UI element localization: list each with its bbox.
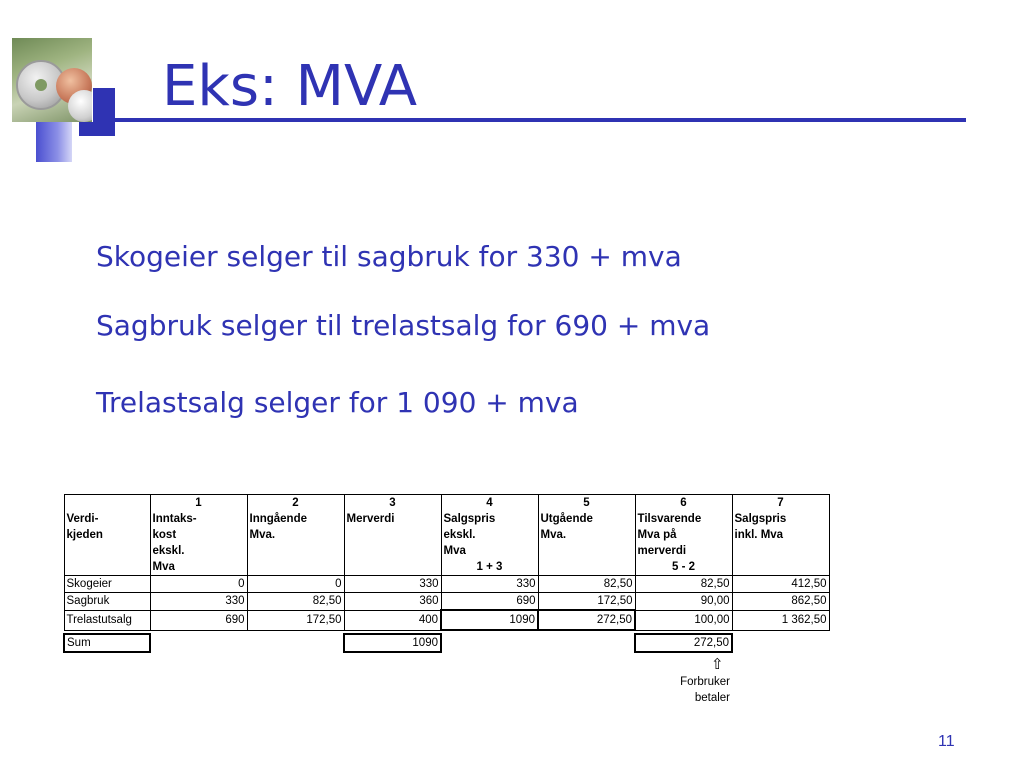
cell-value: 100,00 bbox=[635, 610, 732, 630]
header-text: Inngående bbox=[247, 511, 344, 527]
row-label: Trelastutsalg bbox=[64, 610, 150, 630]
cell-value: 690 bbox=[441, 593, 538, 611]
cell-value: 412,50 bbox=[732, 576, 829, 593]
cell-value: 82,50 bbox=[247, 593, 344, 611]
bullet-3: Trelastsalg selger for 1 090 + mva bbox=[96, 386, 579, 419]
cell-value: 82,50 bbox=[538, 576, 635, 593]
cell-value: 272,50 bbox=[538, 610, 635, 630]
header-text bbox=[538, 559, 635, 576]
header-text: Tilsvarende bbox=[635, 511, 732, 527]
up-arrow-icon: ⇧ bbox=[711, 655, 724, 673]
cell-value: 360 bbox=[344, 593, 441, 611]
header-text: Mva. bbox=[538, 527, 635, 543]
empty-cell bbox=[441, 634, 538, 652]
header-text bbox=[732, 559, 829, 576]
coins-photo bbox=[12, 38, 92, 122]
cell-value: 172,50 bbox=[247, 610, 344, 630]
header-text: Utgående bbox=[538, 511, 635, 527]
header-row bbox=[64, 527, 829, 543]
cell-value: 330 bbox=[441, 576, 538, 593]
header-text: kjeden bbox=[64, 527, 150, 543]
cell-value: 690 bbox=[150, 610, 247, 630]
table-row-sum bbox=[64, 634, 829, 652]
consumer-note bbox=[660, 674, 730, 706]
header-text: 5 - 2 bbox=[635, 559, 732, 576]
header-text bbox=[344, 559, 441, 576]
header-text bbox=[247, 559, 344, 576]
header-text: Mva bbox=[150, 559, 247, 576]
decor-square-blue bbox=[79, 122, 115, 136]
header-text: Salgspris bbox=[732, 511, 829, 527]
header-row bbox=[64, 559, 829, 576]
header-text bbox=[64, 559, 150, 576]
sum-label: Sum bbox=[64, 634, 150, 652]
decor-square-light bbox=[36, 122, 72, 162]
header-text: Mva på bbox=[635, 527, 732, 543]
header-text bbox=[538, 543, 635, 559]
header-cell bbox=[64, 495, 150, 512]
table-row-skogeier bbox=[64, 576, 829, 593]
col-number: 4 bbox=[441, 495, 538, 512]
col-number: 7 bbox=[732, 495, 829, 512]
cell-value: 330 bbox=[150, 593, 247, 611]
col-number: 6 bbox=[635, 495, 732, 512]
sum-merverdi: 1090 bbox=[344, 634, 441, 652]
cell-value: 400 bbox=[344, 610, 441, 630]
col-number: 3 bbox=[344, 495, 441, 512]
header-text bbox=[247, 543, 344, 559]
cell-value: 1090 bbox=[441, 610, 538, 630]
header-row bbox=[64, 543, 829, 559]
cell-value: 90,00 bbox=[635, 593, 732, 611]
header-text: Inntaks- bbox=[150, 511, 247, 527]
header-text: inkl. Mva bbox=[732, 527, 829, 543]
mva-table bbox=[63, 494, 830, 653]
header-text: Mva bbox=[441, 543, 538, 559]
header-row bbox=[64, 511, 829, 527]
header-text: ekskl. bbox=[441, 527, 538, 543]
header-text bbox=[344, 543, 441, 559]
header-text: merverdi bbox=[635, 543, 732, 559]
cell-value: 172,50 bbox=[538, 593, 635, 611]
header-text: Mva. bbox=[247, 527, 344, 543]
cell-value: 862,50 bbox=[732, 593, 829, 611]
header-text: kost bbox=[150, 527, 247, 543]
header-text: Salgspris bbox=[441, 511, 538, 527]
header-text bbox=[64, 543, 150, 559]
empty-cell bbox=[150, 634, 247, 652]
row-label: Skogeier bbox=[64, 576, 150, 593]
cell-value: 82,50 bbox=[635, 576, 732, 593]
cell-value: 0 bbox=[247, 576, 344, 593]
header-text: Verdi- bbox=[64, 511, 150, 527]
col-number: 1 bbox=[150, 495, 247, 512]
bullet-1: Skogeier selger til sagbruk for 330 + mva bbox=[96, 240, 682, 273]
header-text: 1 + 3 bbox=[441, 559, 538, 576]
page-number: 11 bbox=[938, 733, 955, 750]
note-line-2: betaler bbox=[694, 692, 730, 704]
empty-cell bbox=[538, 634, 635, 652]
sum-mva: 272,50 bbox=[635, 634, 732, 652]
note-line-1: Forbruker bbox=[680, 676, 730, 688]
table-row-trelastutsalg bbox=[64, 610, 829, 630]
col-number: 2 bbox=[247, 495, 344, 512]
page-title: Eks: MVA bbox=[162, 54, 418, 119]
header-text: ekskl. bbox=[150, 543, 247, 559]
bullet-2: Sagbruk selger til trelastsalg for 690 + mva bbox=[96, 309, 711, 342]
empty-cell bbox=[732, 634, 829, 652]
col-number: 5 bbox=[538, 495, 635, 512]
header-text bbox=[732, 543, 829, 559]
row-label: Sagbruk bbox=[64, 593, 150, 611]
cell-value: 330 bbox=[344, 576, 441, 593]
header-text bbox=[344, 527, 441, 543]
table-row-sagbruk bbox=[64, 593, 829, 611]
header-text: Merverdi bbox=[344, 511, 441, 527]
empty-cell bbox=[247, 634, 344, 652]
header-row-numbers bbox=[64, 495, 829, 512]
cell-value: 1 362,50 bbox=[732, 610, 829, 630]
coin-icon bbox=[68, 90, 92, 122]
cell-value: 0 bbox=[150, 576, 247, 593]
